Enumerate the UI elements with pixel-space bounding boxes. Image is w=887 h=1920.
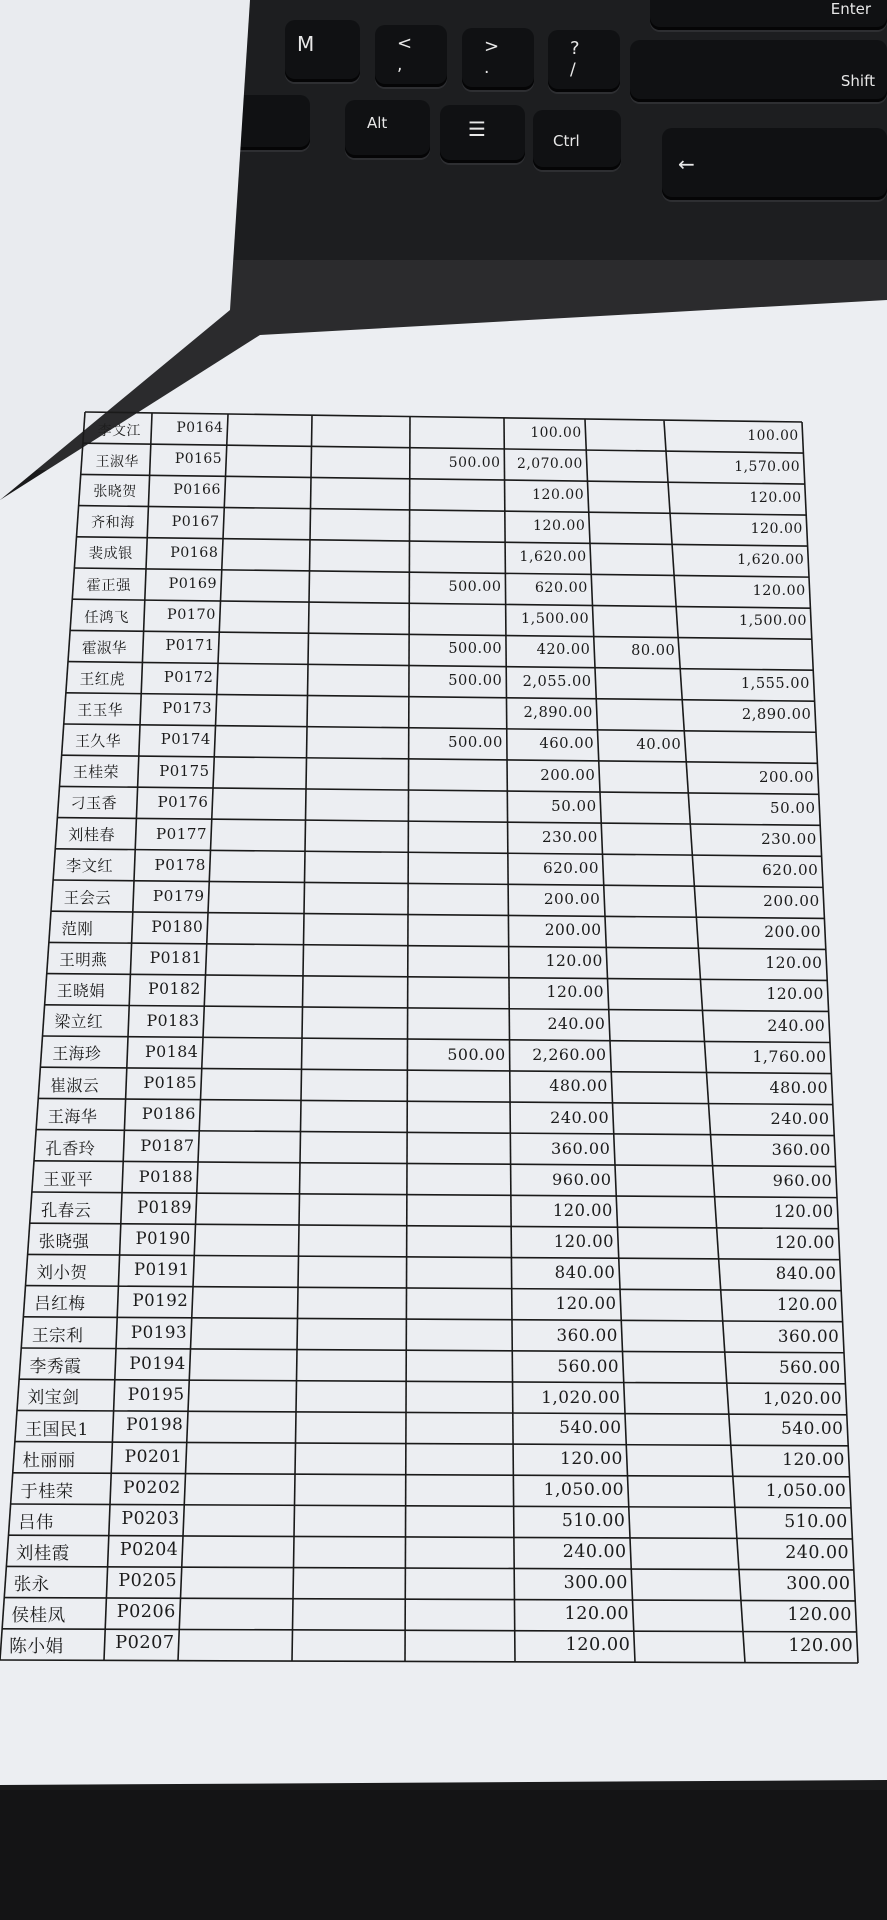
table-cell-c5: 500.00 [448,672,503,690]
table-cell-code: P0179 [152,886,205,905]
table-cell-code: P0169 [168,575,218,592]
table-cell-c6: 120.00 [533,518,586,535]
table-cell-c6: 1,050.00 [543,1479,625,1500]
table-cell-c8: 50.00 [770,799,816,818]
table-cell-name: 李文江 [97,422,141,439]
table-cell-c8: 240.00 [767,1016,826,1036]
table-cell-code: P0166 [173,482,221,499]
table-cell-code: P0192 [132,1291,189,1311]
table-cell-code: P0205 [118,1571,178,1591]
table-cell-c6: 50.00 [551,797,597,816]
table-cell-c8: 120.00 [750,520,803,537]
table-cell-code: P0207 [115,1633,175,1654]
table-cell-name: 王久华 [75,733,122,751]
table-cell-c6: 120.00 [532,487,585,504]
table-cell-c6: 120.00 [555,1293,617,1313]
table-cell-c8: 960.00 [772,1170,833,1190]
table-cell-name: 王亚平 [43,1169,94,1189]
table-cell-c6: 2,890.00 [523,704,593,722]
table-cell-c6: 120.00 [560,1448,623,1469]
table-cell-code: P0173 [162,700,213,718]
table-cell-code: P0187 [140,1135,195,1155]
table-cell-c8: 510.00 [784,1511,848,1532]
table-cell-c6: 620.00 [534,580,588,597]
table-cell-code: P0178 [154,855,206,874]
table-cell-c8: 120.00 [782,1449,845,1470]
table-cell-c8: 200.00 [763,892,820,911]
table-cell-code: P0188 [138,1166,194,1186]
table-cell-code: P0186 [141,1104,196,1124]
table-cell-name: 王国民1 [25,1419,89,1440]
enter-key-label: Enter [830,0,871,18]
table-cell-name: 裴成银 [88,546,133,563]
table-cell-c6: 2,070.00 [517,456,583,473]
table-cell-c8: 1,020.00 [762,1387,843,1408]
table-cell-c6: 420.00 [536,642,591,659]
table-cell-c8: 480.00 [769,1078,829,1098]
menu-key-icon: ☰ [468,117,486,141]
table-cell-c8: 120.00 [752,582,806,599]
table-cell-name: 孔香玲 [45,1138,96,1158]
table-cell-c8: 300.00 [786,1573,851,1594]
table-cell-name: 刘宝剑 [27,1386,80,1407]
table-cell-c7: 40.00 [636,736,682,754]
table-cell-c8: 1,570.00 [734,458,801,475]
period-key-label: . [484,58,490,78]
table-cell-c8: 620.00 [762,861,819,880]
table-cell-code: P0177 [156,824,208,843]
table-cell-c6: 240.00 [547,1014,606,1034]
table-cell-c5: 500.00 [448,579,502,596]
table-cell-c8: 240.00 [770,1109,830,1129]
table-cell-name: 杜丽丽 [22,1451,76,1472]
table-cell-code: P0175 [159,762,210,781]
table-cell-c8: 1,500.00 [739,613,808,630]
table-cell-name: 张永 [13,1574,50,1595]
table-cell-code: P0165 [174,451,223,468]
table-cell-c6: 360.00 [551,1138,611,1158]
table-cell-name: 王晓娟 [56,982,106,1001]
table-cell-c6: 300.00 [563,1572,628,1593]
table-cell-c6: 120.00 [546,983,605,1002]
table-cell-name: 齐和海 [91,515,135,532]
table-cell-c8: 2,890.00 [741,706,812,724]
table-cell-c6: 120.00 [552,1200,613,1220]
table-cell-c5: 500.00 [447,1044,506,1064]
table-cell-c8: 1,620.00 [737,551,805,568]
table-cell-c6: 200.00 [543,890,601,909]
table-cell-code: P0202 [123,1477,181,1498]
table-cell-name: 陈小娟 [9,1636,64,1657]
table-cell-code: P0170 [167,606,216,623]
table-cell-code: P0194 [129,1353,186,1374]
table-cell-c8: 230.00 [761,830,817,849]
table-cell-name: 王红虎 [79,670,125,688]
table-cell-c5: 500.00 [448,734,503,752]
table-cell-c6: 620.00 [542,859,600,878]
table-cell-c7: 80.00 [631,643,676,660]
table-cell-c8: 120.00 [749,489,802,506]
table-cell-code: P0206 [116,1602,176,1623]
table-cell-name: 王明燕 [59,951,108,970]
table-cell-code: P0185 [143,1073,198,1093]
table-cell-name: 王淑华 [95,454,139,471]
slash-key-label: / [570,60,576,80]
table-cell-c6: 960.00 [551,1169,612,1189]
table-cell-name: 霍正强 [86,577,131,594]
table-cell-name: 崔淑云 [50,1075,100,1095]
table-cell-c6: 1,500.00 [521,611,590,628]
table-cell-name: 霍淑华 [81,640,127,657]
table-cell-c6: 2,055.00 [522,673,592,691]
table-cell-name: 王桂荣 [72,763,120,782]
table-cell-name: 梁立红 [54,1012,104,1032]
table-cell-c6: 200.00 [540,766,596,785]
table-cell-c6: 560.00 [557,1355,620,1376]
table-cell-c8: 120.00 [765,954,823,973]
table-cell-c6: 120.00 [565,1634,631,1655]
table-cell-c6: 120.00 [545,952,603,971]
table-cell-code: P0193 [130,1322,188,1343]
alt-key-label: Alt [367,114,388,132]
table-cell-c8: 120.00 [788,1635,854,1656]
table-cell-name: 刘桂春 [68,825,116,844]
table-cell-c6: 120.00 [553,1231,615,1251]
table-cell-c6: 460.00 [539,735,595,753]
table-cell-code: P0171 [165,637,215,654]
table-cell-c6: 840.00 [554,1262,616,1282]
table-cell-name: 范刚 [61,919,94,938]
ctrl-key-label: Ctrl [553,132,580,150]
table-cell-name: 于桂荣 [20,1482,74,1503]
table-cell-c6: 1,020.00 [541,1386,621,1407]
table-cell-c6: 510.00 [561,1510,626,1531]
table-cell-c6: 360.00 [556,1324,618,1345]
table-cell-code: P0184 [145,1042,199,1062]
table-cell-name: 张晓贺 [93,484,137,501]
table-cell-c8: 200.00 [764,923,822,942]
table-cell-c8: 120.00 [774,1232,836,1252]
table-cell-name: 刘小贺 [36,1263,88,1283]
table-cell-c8: 360.00 [777,1325,840,1346]
table-cell-code: P0198 [126,1415,184,1436]
table-cell-code: P0190 [135,1228,191,1248]
table-cell-c8: 120.00 [773,1201,834,1221]
table-cell-code: P0168 [170,544,219,561]
table-cell-c6: 1,620.00 [519,549,587,566]
desk-bottom [0,1790,887,1920]
table-cell-code: P0164 [176,420,224,437]
table-cell-code: P0180 [151,917,204,936]
table-cell-code: P0204 [119,1539,179,1560]
slash-key-shift-label: ? [570,38,580,59]
table-cell-c6: 240.00 [562,1541,627,1562]
table-cell-code: P0182 [148,980,201,999]
table-cell-name: 李文红 [66,856,114,875]
table-cell-name: 王海华 [47,1106,98,1126]
table-cell-c8: 120.00 [776,1294,838,1314]
table-cell-code: P0189 [137,1197,193,1217]
comma-key-shift-label: < [397,33,413,54]
table-cell-code: P0183 [146,1011,200,1031]
table-cell-name: 刘桂霞 [15,1544,70,1565]
table-cell-c5: 500.00 [448,641,503,658]
table-cell-c6: 120.00 [564,1603,630,1624]
table-cell-c8: 540.00 [781,1418,844,1439]
table-cell-name: 王会云 [63,888,112,907]
shift-key-label: Shift [840,72,875,90]
table-cell-c6: 230.00 [542,828,598,847]
table-cell-code: P0201 [124,1446,183,1467]
table-cell-code: P0195 [127,1384,185,1405]
table-cell-name: 王玉华 [77,702,123,720]
table-cell-name: 吕伟 [18,1513,54,1534]
table-cell-name: 张晓强 [38,1232,90,1252]
table-cell-code: P0191 [134,1259,190,1279]
table-cell-c8: 120.00 [787,1604,852,1625]
table-cell-code: P0181 [149,948,203,967]
table-cell-c5: 500.00 [448,454,501,471]
table-cell-c8: 100.00 [747,427,799,444]
table-cell-name: 侯桂凤 [11,1605,66,1626]
table-cell-name: 李秀霞 [29,1355,82,1376]
comma-key-label: , [397,55,403,75]
table-cell-c6: 2,260.00 [532,1045,607,1065]
table-cell-c6: 240.00 [550,1107,610,1127]
table-cell-name: 王海珍 [52,1044,102,1064]
table-cell-name: 吕红梅 [34,1294,86,1314]
table-cell-name: 刁玉香 [70,794,118,813]
table-cell-c8: 360.00 [771,1139,831,1159]
table-cell-name: 任鸿飞 [84,609,129,626]
period-key-shift-label: > [484,36,500,57]
table-cell-c6: 480.00 [549,1076,608,1096]
table-cell-c8: 1,555.00 [740,675,810,693]
table-cell-c8: 240.00 [785,1542,850,1563]
table-cell-code: P0172 [163,669,214,687]
table-cell-c6: 540.00 [559,1417,622,1438]
table-cell-c8: 1,760.00 [752,1047,827,1067]
table-cell-c6: 200.00 [544,921,602,940]
table-cell-code: P0203 [121,1508,180,1529]
table-cell-c8: 560.00 [778,1356,841,1377]
table-cell-c8: 840.00 [775,1263,837,1283]
m-key-label: M [297,32,315,56]
left-arrow-key-icon: ← [678,152,695,176]
table-cell-code: P0174 [160,731,211,749]
table-cell-c8: 1,050.00 [765,1480,847,1501]
table-cell-c8: 200.00 [758,768,815,787]
table-cell-name: 王宗利 [31,1324,84,1345]
table-cell-c8: 120.00 [766,985,824,1004]
table-cell-code: P0167 [171,513,220,530]
table-cell-name: 孔春云 [40,1201,92,1221]
table-cell-c6: 100.00 [530,425,582,442]
table-cell-code: P0176 [157,793,209,812]
